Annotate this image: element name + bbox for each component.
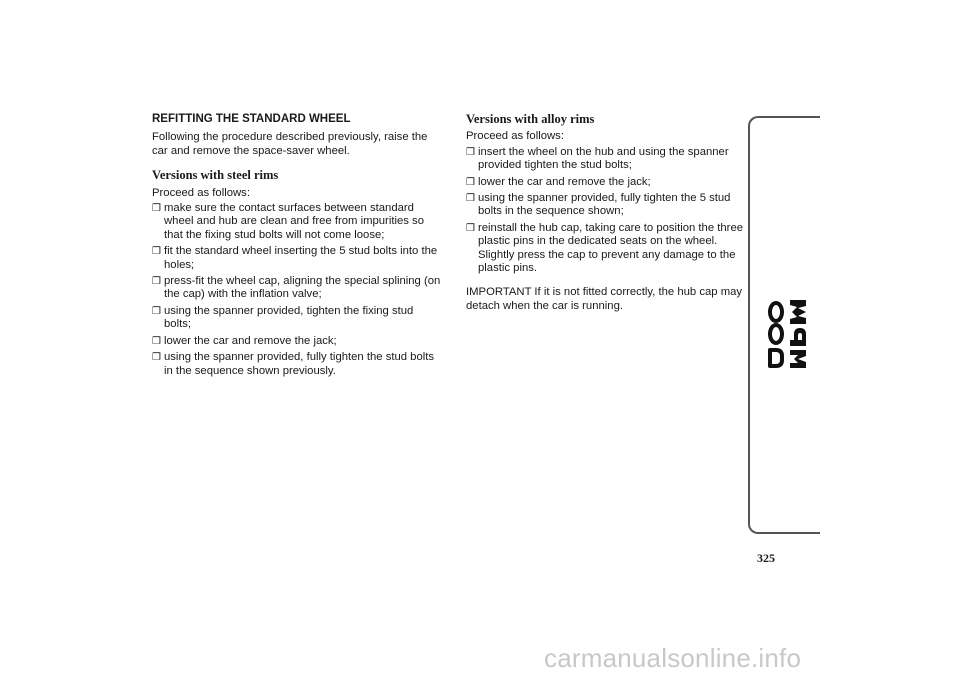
left-column xyxy=(152,113,442,389)
checkbox-bullet-icon: ❒ xyxy=(466,176,475,188)
fiat-500-logo-icon xyxy=(764,268,810,378)
proceed-text: Proceed as follows: xyxy=(152,186,250,199)
intro-paragraph: Following the procedure described previously, raise the car and remove the space-saver wheel. xyxy=(152,131,428,157)
checkbox-bullet-icon: ❒ xyxy=(152,352,161,364)
checkbox-bullet-icon: ❒ xyxy=(152,246,161,258)
list-item: ❒ fit the standard wheel inserting the 5 stud bolts into the holes; xyxy=(152,245,438,271)
list-item: ❒ insert the wheel on the hub and using the spanner provided tighten the stud bolts; xyxy=(466,145,729,172)
list-item: ❒ using the spanner provided, fully tighten the 5 stud bolts in the sequence shown; xyxy=(466,192,731,218)
checkbox-bullet-icon: ❒ xyxy=(466,146,475,158)
alloy-rims-steps xyxy=(466,146,756,276)
checkbox-bullet-icon: ❒ xyxy=(152,305,161,317)
list-item: ❒ lower the car and remove the jack; xyxy=(152,334,337,347)
watermark: carmanualsonline.info xyxy=(544,643,802,673)
steel-rims-heading: Versions with steel rims xyxy=(152,168,279,183)
section-heading: REFITTING THE STANDARD WHEEL xyxy=(152,113,351,125)
checkbox-bullet-icon: ❒ xyxy=(466,193,475,205)
important-note: IMPORTANT If it is not fitted correctly, the hub cap may detach when the car is running. xyxy=(466,286,743,312)
list-item: ❒ reinstall the hub cap, taking care to position the three plastic pins in the dedicated seats on the wheel. Slightly press the cap to prevent any damage to the plastic pins. xyxy=(466,221,744,275)
side-tab xyxy=(748,116,820,534)
checkbox-bullet-icon: ❒ xyxy=(152,335,161,347)
alloy-rims-heading: Versions with alloy rims xyxy=(466,112,595,126)
list-item: ❒ using the spanner provided, fully tighten the stud bolts in the sequence shown previously. xyxy=(152,351,435,377)
right-column xyxy=(466,113,756,324)
list-item: ❒ lower the car and remove the jack; xyxy=(466,175,651,188)
checkbox-bullet-icon: ❒ xyxy=(152,203,161,215)
steel-rims-steps xyxy=(152,202,442,378)
list-item: ❒ press-fit the wheel cap, aligning the special splining (on the cap) with the inflation valve; xyxy=(152,275,441,301)
checkbox-bullet-icon: ❒ xyxy=(152,276,161,288)
proceed-text: Proceed as follows: xyxy=(466,130,564,143)
checkbox-bullet-icon: ❒ xyxy=(466,222,475,234)
page-number: 325 xyxy=(757,551,775,565)
list-item: ❒ make sure the contact surfaces between standard wheel and hub are clean and free from impurities so that the fixing stud bolts will not come loose; xyxy=(152,202,424,241)
list-item: ❒ using the spanner provided, tighten the fixing stud bolts; xyxy=(152,304,414,331)
